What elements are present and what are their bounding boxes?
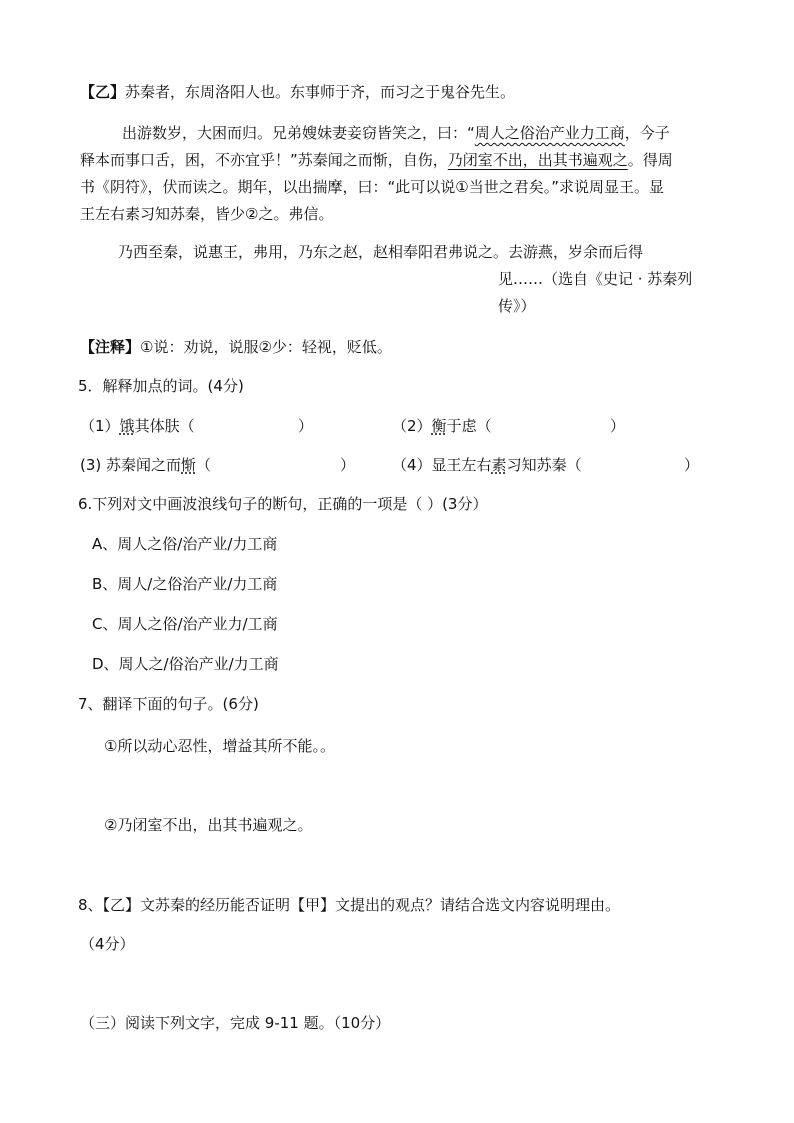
q6-option-c: C、周人之俗/治产业力/工商	[92, 615, 278, 633]
underlined-sentence: 乃闭室不出，出其书遍观之	[447, 151, 628, 169]
wavy-underlined-sentence: 周人之俗治产业力工商	[474, 124, 625, 142]
q5-item-text: 于虑（	[446, 417, 492, 435]
q5-item-text: （	[196, 456, 212, 474]
q5-item-number: （1）	[80, 417, 120, 435]
q5-item-2	[392, 416, 492, 436]
q5-item-number: （2）	[392, 417, 432, 435]
q8-title: 8、【乙】文苏秦的经历能否证明【甲】文提出的观点？请结合选文内容说明理由。	[78, 896, 621, 914]
q7-sentence-2: ②乃闭室不出，出其书遍观之。	[104, 816, 313, 834]
passage-text: 出游数岁，大困而归。兄弟嫂妹妻妾窃皆笑之，曰：“	[122, 124, 475, 142]
dotted-word: 惭	[181, 456, 197, 474]
q5-item-3	[80, 455, 211, 475]
passage-text: 。得周	[627, 151, 673, 169]
q5-item-text: （4）显王左右	[392, 456, 492, 474]
notes	[80, 337, 392, 357]
passage-p2-line2: 见……（选自《史记 · 苏秦列	[498, 270, 693, 288]
q5-item-text: 其体肤（	[134, 417, 195, 435]
passage-text: 释本而事口舌，困，不亦宜乎！”苏秦闻之而惭，自伤，	[80, 151, 448, 169]
dotted-word: 衡	[431, 417, 447, 435]
passage-p1-line3: 书《阴符》，伏而读之。期年，以出揣摩，曰：“此可以说①当世之君矣。”求说周显王。显	[80, 178, 664, 196]
q6-option-d: D、周人之/俗治产业/力工商	[92, 655, 279, 673]
passage-text: ，今子	[624, 124, 670, 142]
q5-item-2-close: ）	[610, 417, 626, 435]
q6-option-b: B、周人/之俗治产业/力工商	[92, 575, 278, 593]
q5-item-3-close: ）	[340, 456, 356, 474]
q5-title: 5．解释加点的词。(4分)	[78, 377, 244, 395]
passage-heading-tag: 【乙】	[80, 83, 126, 101]
q5-item-1-close: ）	[298, 417, 314, 435]
q5-item-1	[80, 416, 195, 436]
q5-item-4	[392, 455, 582, 475]
dotted-word: 饿	[119, 417, 135, 435]
passage-p2-line3: 传》）	[498, 297, 536, 315]
q5-item-4-close: ）	[684, 456, 700, 474]
section-3-title: （三）阅读下列文字，完成 9-11 题。（10分）	[80, 1014, 391, 1032]
passage-intro: 苏秦者，东周洛阳人也。东事师于齐，而习之于鬼谷先生。	[125, 83, 516, 101]
passage-p2-line1: 乃西至秦，说惠王，弗用，乃东之赵，赵相奉阳君弗说之。去游燕，岁余而后得	[118, 243, 644, 261]
dotted-word: 素	[491, 456, 507, 474]
passage-intro-line	[80, 82, 515, 102]
notes-label: 【注释】	[80, 338, 141, 356]
q8-score: （4分）	[80, 935, 135, 953]
q6-option-a: A、周人之俗/治产业/力工商	[92, 535, 278, 553]
q5-item-text: 习知苏秦（	[506, 456, 582, 474]
passage-p1-line1	[122, 123, 670, 143]
q5-item-text: (3) 苏秦闻之而	[80, 456, 182, 474]
q6-title: 6.下列对文中画波浪线句子的断句，正确的一项是（ ）(3分）	[78, 495, 488, 513]
notes-text: ①说：劝说，说服②少：轻视，贬低。	[140, 338, 392, 356]
passage-p1-line2	[80, 150, 673, 170]
passage-p1-line4: 王左右素习知苏秦，皆少②之。弗信。	[80, 205, 334, 223]
q7-sentence-1: ①所以动心忍性，增益其所不能。。	[104, 737, 335, 755]
q7-title: 7、翻译下面的句子。(6分)	[78, 695, 259, 713]
